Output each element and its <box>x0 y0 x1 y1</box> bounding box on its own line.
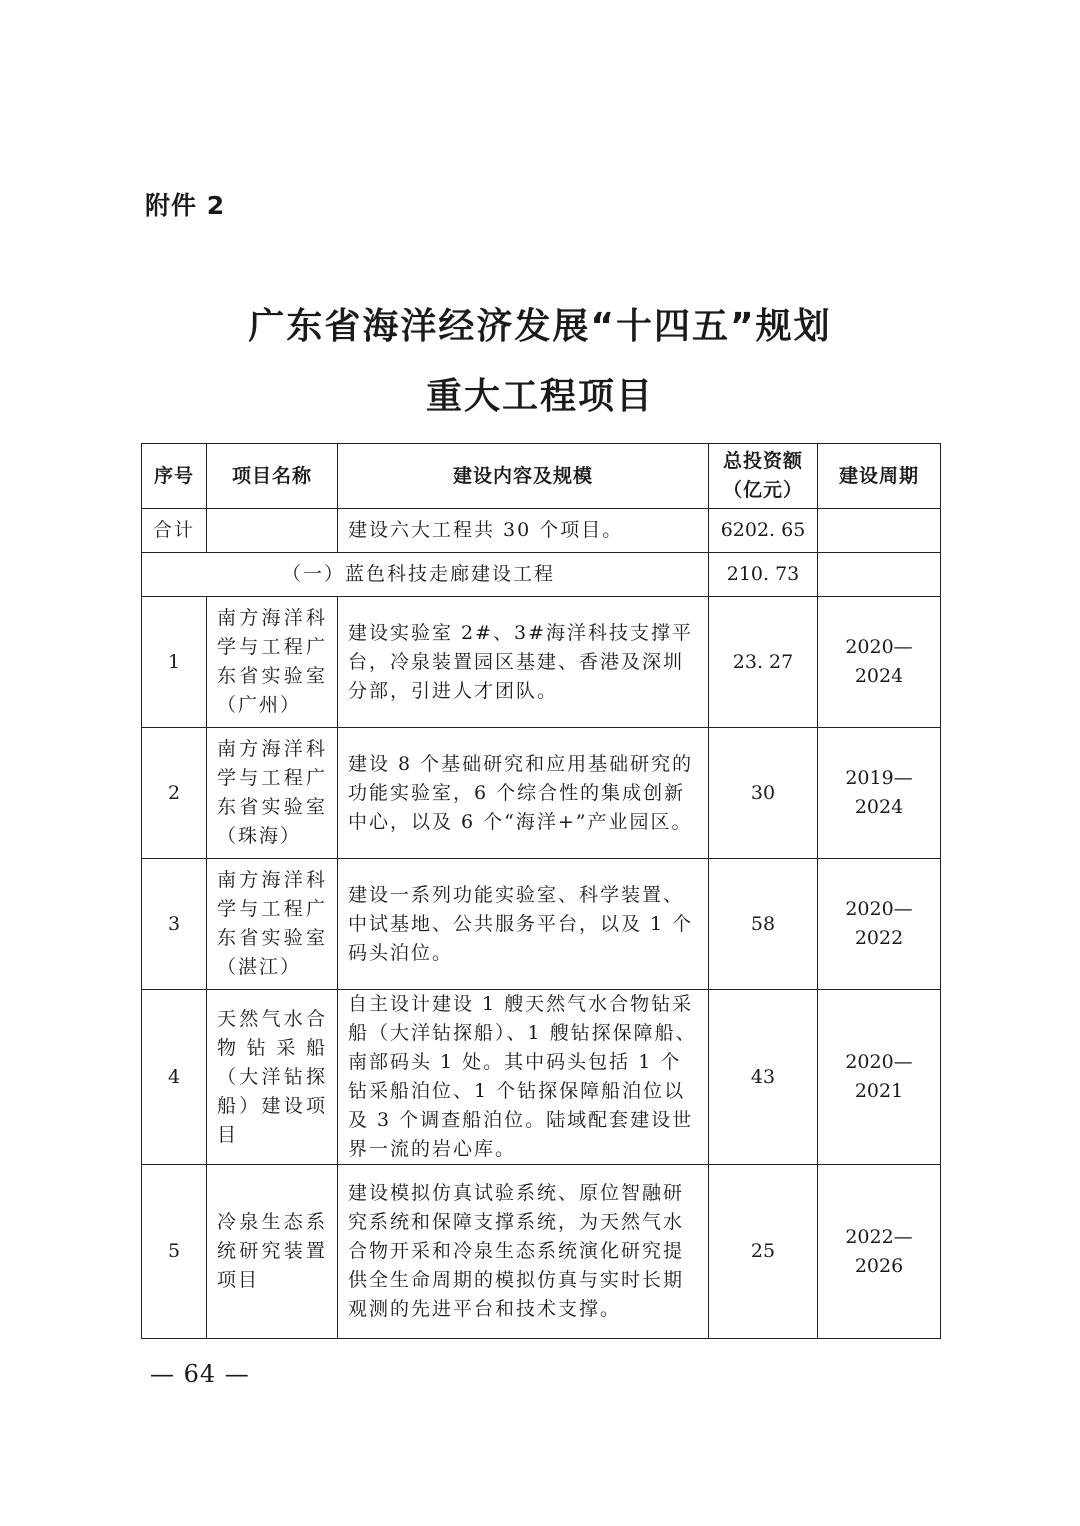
table-row <box>142 728 941 859</box>
row-content: 建设实验室 2#、3#海洋科技支撑平台，冷泉装置园区基建、香港及深圳分部，引进人才团队。 <box>338 597 709 728</box>
header-name: 项目名称 <box>207 444 338 509</box>
row-name: 南方海洋科学与工程广东省实验室（珠海） <box>207 728 338 859</box>
section-invest: 210. 73 <box>709 553 818 597</box>
section-period-empty <box>818 553 941 597</box>
total-row <box>142 509 941 553</box>
row-no: 2 <box>142 728 207 859</box>
row-name: 南方海洋科学与工程广东省实验室（湛江） <box>207 859 338 990</box>
header-content: 建设内容及规模 <box>338 444 709 509</box>
page-subtitle: 重大工程项目 <box>425 376 654 417</box>
total-invest: 6202. 65 <box>709 509 818 553</box>
row-no: 1 <box>142 597 207 728</box>
row-no: 4 <box>142 990 207 1165</box>
table-header-row <box>142 444 941 509</box>
total-name-empty <box>207 509 338 553</box>
section-label: （一）蓝色科技走廊建设工程 <box>142 553 709 597</box>
row-period: 2020—2022 <box>818 859 941 990</box>
row-name: 南方海洋科学与工程广东省实验室（广州） <box>207 597 338 728</box>
table-row <box>142 859 941 990</box>
row-invest: 30 <box>709 728 818 859</box>
row-invest: 43 <box>709 990 818 1165</box>
row-period: 2022—2026 <box>818 1165 941 1339</box>
row-invest: 58 <box>709 859 818 990</box>
projects-table <box>141 443 941 1339</box>
header-period: 建设周期 <box>818 444 941 509</box>
table-row <box>142 990 941 1165</box>
attachment-label: 附件 2 <box>145 191 226 220</box>
header-invest: 总投资额（亿元） <box>709 444 818 509</box>
page-title: 广东省海洋经济发展“十四五”规划 <box>248 306 832 347</box>
row-invest: 23. 27 <box>709 597 818 728</box>
row-content: 建设模拟仿真试验系统、原位智融研究系统和保障支撑系统，为天然气水合物开采和冷泉生态系统演化研究提供全生命周期的模拟仿真与实时长期观测的先进平台和技术支撑。 <box>338 1165 709 1339</box>
table-row <box>142 597 941 728</box>
row-content: 建设一系列功能实验室、科学装置、中试基地、公共服务平台，以及 1 个码头泊位。 <box>338 859 709 990</box>
section-row <box>142 553 941 597</box>
row-invest: 25 <box>709 1165 818 1339</box>
row-no: 5 <box>142 1165 207 1339</box>
header-no: 序号 <box>142 444 207 509</box>
total-label: 合计 <box>142 509 207 553</box>
row-no: 3 <box>142 859 207 990</box>
table-row <box>142 1165 941 1339</box>
row-content: 建设 8 个基础研究和应用基础研究的功能实验室，6 个综合性的集成创新中心，以及 6 个“海洋+”产业园区。 <box>338 728 709 859</box>
row-content: 自主设计建设 1 艘天然气水合物钻采船（大洋钻探船）、1 艘钻探保障船、南部码头 1 处。其中码头包括 1 个钻采船泊位、1 个钻探保障船泊位以及 3 个调查船泊位。陆域配套建设世界一流的岩心库。 <box>338 990 709 1165</box>
row-name: 天然气水合物钻采船（大洋钻探船）建设项目 <box>207 990 338 1165</box>
page-number: — 64 — <box>150 1360 250 1388</box>
row-name: 冷泉生态系统研究装置项目 <box>207 1165 338 1339</box>
row-period: 2020—2024 <box>818 597 941 728</box>
row-period: 2020—2021 <box>818 990 941 1165</box>
total-period-empty <box>818 509 941 553</box>
total-content: 建设六大工程共 30 个项目。 <box>338 509 709 553</box>
row-period: 2019—2024 <box>818 728 941 859</box>
